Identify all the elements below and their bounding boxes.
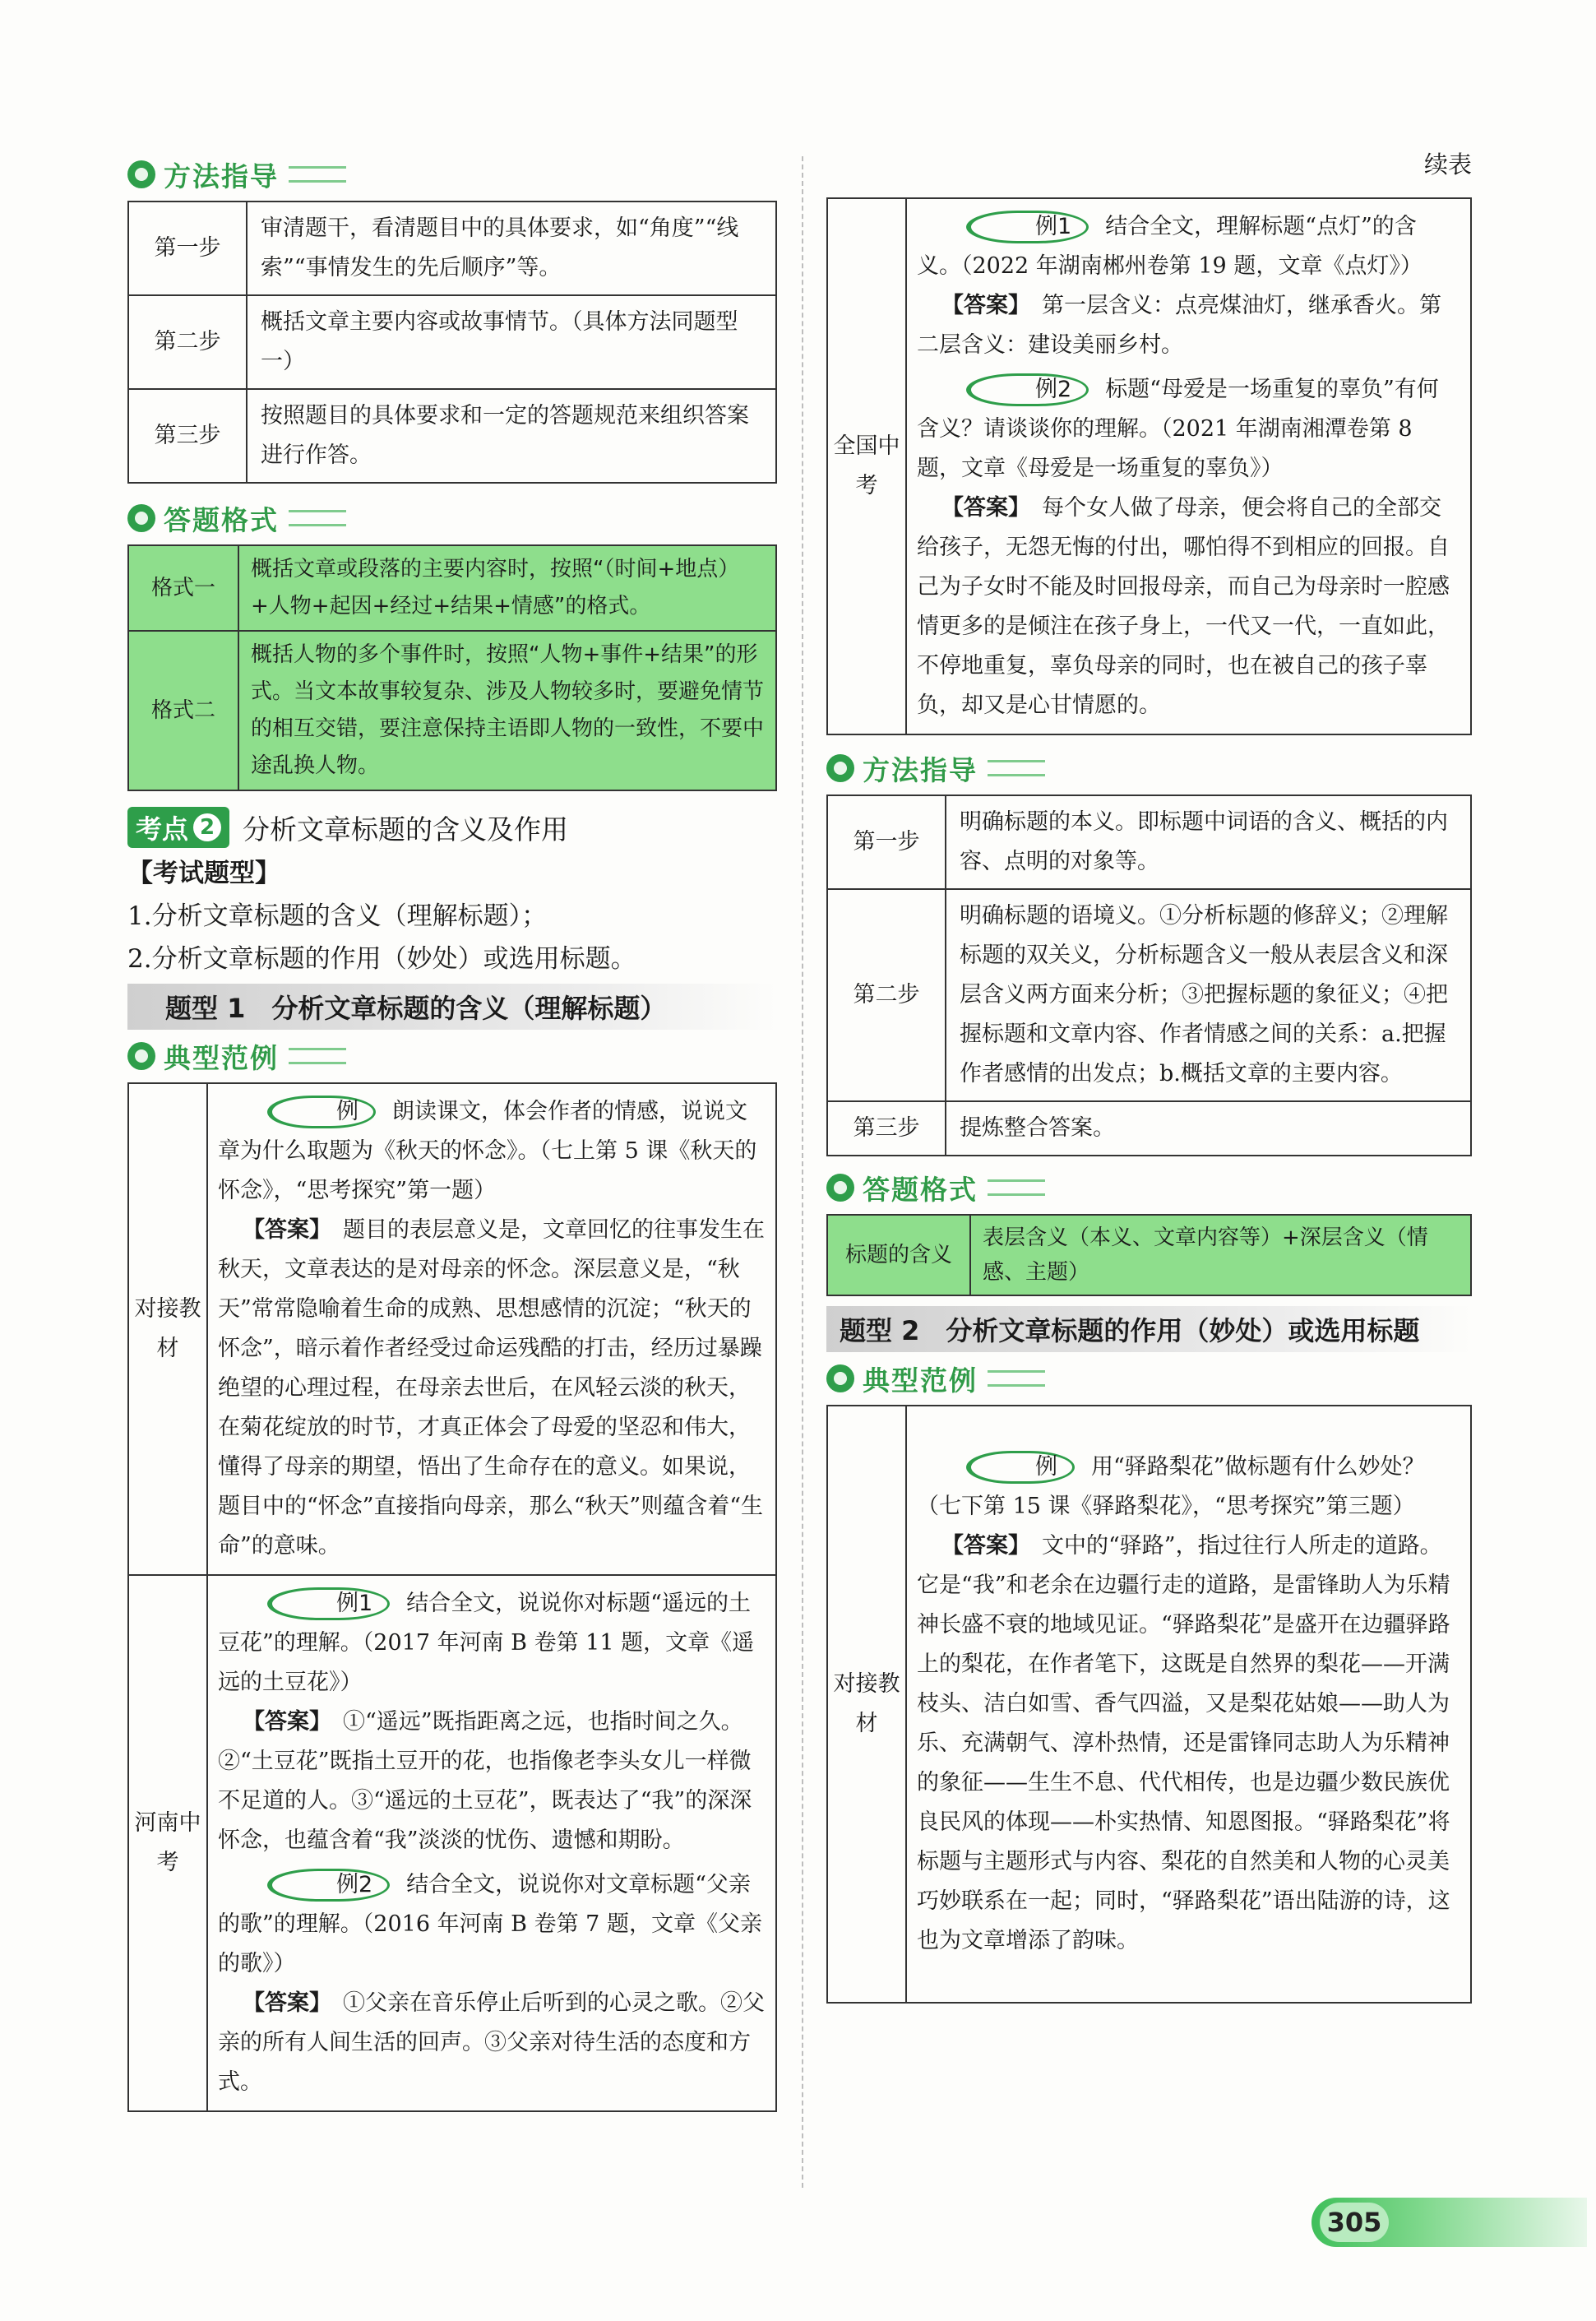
leaf-icon xyxy=(826,754,854,782)
format-heading-left: 答题格式 xyxy=(127,497,777,540)
example-label: 例2 xyxy=(267,1869,390,1902)
table-row: 标题的含义 表层含义（本义、文章内容等）+深层含义（情感、主题） xyxy=(827,1215,1471,1295)
method-table-left xyxy=(127,201,777,484)
examples-heading-left: 典型范例 xyxy=(127,1035,777,1077)
format-table-right xyxy=(826,1214,1472,1296)
heading-lines xyxy=(988,1370,1045,1387)
leaf-icon xyxy=(127,1042,155,1070)
example-label: 例 xyxy=(267,1096,376,1128)
table-row: 第三步 按照题目的具体要求和一定的答题规范来组织答案进行作答。 xyxy=(128,389,776,483)
method-heading-left: 方法指导 xyxy=(127,153,777,196)
table-row: 格式二 概括人物的多个事件时，按照“人物+事件+结果”的形式。当文本故事较复杂、涉及人物较多时，要避免情节的相互交错，要注意保持主语即人物的一致性，不要中途乱换人物。 xyxy=(128,631,776,790)
tixing-1-banner: 题型 1 分析文章标题的含义（理解标题） xyxy=(127,984,777,1030)
examples-table-right xyxy=(826,1405,1472,2004)
national-examples-table xyxy=(826,197,1472,735)
example-label: 例1 xyxy=(267,1587,390,1620)
table-row: 第二步 概括文章主要内容或故事情节。（具体方法同题型一） xyxy=(128,295,776,389)
table-row: 对接教材 例 朗读课文，体会作者的情感，说说文章为什么取题为《秋天的怀念》。（七上第 5 课《秋天的怀念》，“思考探究”第一题） 【答案】 题目的表层意义是，文章回忆的往事发生在秋天，文章表达的是对母亲的怀念。深层意义是，“秋天”常常隐喻着生命的成熟、思想感情的沉淀；“秋天的怀念”，暗示着作者经受过命运残酷的打击，经历过暴躁绝望的心理过程，在母亲去世后，在风轻云淡的秋天，在菊花绽放的时节，才真正体会了母爱的坚忍和伟大，懂得了母亲的期望，悟出了生命存在的意义。如果说，题目中的“怀念”直接指向母亲，那么“秋天”则蕴含着“生命”的意味。 xyxy=(128,1083,776,1575)
table-row: 第三步 提炼整合答案。 xyxy=(827,1101,1471,1156)
leaf-icon xyxy=(826,1364,854,1392)
left-column xyxy=(127,148,777,2112)
leaf-icon xyxy=(826,1174,854,1202)
column-divider xyxy=(802,156,803,2188)
table-row: 第一步 审清题干，看清题目中的具体要求，如“角度”“线索”“事情发生的先后顺序”等。 xyxy=(128,202,776,295)
heading-lines xyxy=(289,166,346,183)
right-column xyxy=(826,148,1472,2004)
page-number-tab xyxy=(1311,2198,1587,2247)
method-table-right xyxy=(826,795,1472,1156)
leaf-icon xyxy=(127,160,155,188)
table-row: 第一步 明确标题的本义。即标题中词语的含义、概括的内容、点明的对象等。 xyxy=(827,795,1471,889)
table-row: 全国中考 例1 结合全文，理解标题“点灯”的含义。（2022 年湖南郴州卷第 19 题，文章《点灯》） 【答案】 第一层含义：点亮煤油灯，继承香火。第二层含义：建设美丽乡村。 例2 标题“母爱是一场重复的辜负”有何含义？请谈谈你的理解。（2021 年湖南湘潭卷第 8 题，文章《母爱是一场重复的辜负》） 【答案】 每个女人做了母亲，便会将自己的全部交给孩子，无怨无悔的付出，哪怕得不到相应的回报。自己为子女时不能及时回报母亲，而自己为母亲时一腔感情更多的是倾注在孩子身上，一代又一代，一直如此，不停地重复，辜负母亲的同时，也在被自己的孩子辜负，却又是心甘情愿的。 xyxy=(827,198,1471,734)
exam-types: 【考试题型】 1.分析文章标题的含义（理解标题）； 2.分析文章标题的作用（妙处）或选用标题。 xyxy=(127,859,636,974)
format-table-left xyxy=(127,544,777,791)
heading-lines xyxy=(988,1179,1045,1196)
table-row: 对接教材 例 用“驿路梨花”做标题有什么妙处？（七下第 15 课《驿路梨花》，“思考探究”第三题） 【答案】 文中的“驿路”，指过往行人所走的道路。它是“我”和老余在边疆行走的道路，是雷锋助人为乐精神长盛不衰的地域见证。“驿路梨花”是盛开在边疆驿路上的梨花，在作者笔下，这既是自然界的梨花——开满枝头、洁白如雪、香气四溢，又是梨花姑娘——助人为乐、充满朝气、淳朴热情，还是雷锋同志助人为乐精神的象征——生生不息、代代相传，也是边疆少数民族优良民风的体现——朴实热情、知恩图报。“驿路梨花”将标题与主题形式与内容、梨花的自然美和人物的心灵美巧妙联系在一起；同时，“驿路梨花”语出陆游的诗，这也为文章增添了韵味。 xyxy=(827,1406,1471,2003)
table-row: 第二步 明确标题的语境义。①分析标题的修辞义；②理解标题的双关义，分析标题含义一般从表层含义和深层含义两方面来分析；③把握标题的象征义；④把握标题和文章内容、作者情感之间的关系：a.把握作者感情的出发点；b.概括文章的主要内容。 xyxy=(827,889,1471,1101)
example-label: 例 xyxy=(966,1451,1075,1484)
continued-label: 续表 xyxy=(1423,151,1472,178)
method-heading-right: 方法指导 xyxy=(826,747,1472,790)
example-label: 例2 xyxy=(966,373,1089,406)
kaodian-heading: 考点 2 分析文章标题的含义及作用 xyxy=(127,803,777,852)
table-row: 河南中考 例1 结合全文，说说你对标题“遥远的土豆花”的理解。（2017 年河南 B 卷第 11 题，文章《遥远的土豆花》） 【答案】 ①“遥远”既指距离之远，也指时间之久。②“土豆花”既指土豆开的花，也指像老李头女儿一样微不足道的人。③“遥远的土豆花”，既表达了“我”的深深怀念，也蕴含着“我”淡淡的忧伤、遗憾和期盼。 例2 结合全文，说说你对文章标题“父亲的歌”的理解。（2016 年河南 B 卷第 7 题，文章《父亲的歌》） 【答案】 ①父亲在音乐停止后听到的心灵之歌。②父亲的所有人间生活的回声。③父亲对待生活的态度和方式。 xyxy=(128,1575,776,2111)
heading-lines xyxy=(289,510,346,526)
leaf-icon xyxy=(127,504,155,532)
table-row: 格式一 概括文章或段落的主要内容时，按照“（时间+地点）+人物+起因+经过+结果+情感”的格式。 xyxy=(128,545,776,631)
tixing-2-banner: 题型 2 分析文章标题的作用（妙处）或选用标题 xyxy=(826,1306,1472,1352)
examples-heading-right: 典型范例 xyxy=(826,1357,1472,1400)
format-heading-right: 答题格式 xyxy=(826,1166,1472,1209)
kaodian-badge: 考点 2 xyxy=(127,807,229,848)
examples-table-left xyxy=(127,1082,777,2112)
heading-lines xyxy=(988,760,1045,776)
heading-lines xyxy=(289,1048,346,1064)
page-number: 305 xyxy=(1320,2203,1389,2242)
example-label: 例1 xyxy=(966,211,1089,243)
